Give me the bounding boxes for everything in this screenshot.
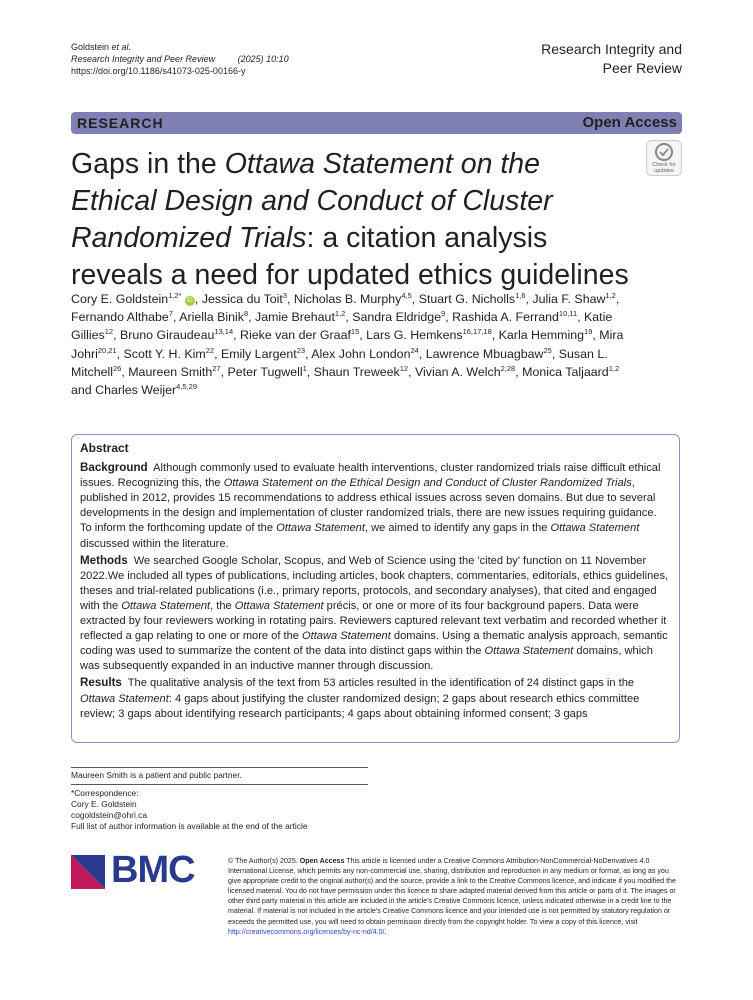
abstract-heading: Abstract: [80, 441, 129, 455]
author-name[interactable]: Sandra Eldridge: [352, 310, 442, 325]
author-affiliation: 12: [104, 327, 114, 337]
article-meta: [71, 41, 289, 77]
author-affiliation: 12: [399, 363, 409, 373]
author-affiliation: 25: [543, 345, 552, 355]
orcid-icon[interactable]: iD: [185, 296, 195, 306]
check-updates-icon: [646, 140, 682, 176]
author-name[interactable]: Peter Tugwell: [227, 364, 303, 379]
article-type: RESEARCH: [77, 115, 164, 131]
journal-citation: Research Integrity and Peer Review: [71, 54, 216, 64]
author-affiliation: 1,2: [605, 290, 616, 300]
check-for-updates-badge[interactable]: [646, 140, 682, 176]
background-segment: Although commonly used to evaluate health interventions, cluster randomized trials raise difficult ethical issues. Recognizing this, the: [80, 462, 661, 490]
author-name[interactable]: Karla Hemming: [498, 328, 585, 343]
methods-segment: Ottawa Statement: [484, 645, 574, 658]
author-name[interactable]: Rieke van der Graaf: [240, 328, 351, 343]
author-affiliation: 1,2*: [168, 290, 182, 300]
author-affiliation: 10,11: [558, 309, 578, 319]
results-segment: : 4 gaps about justifying the cluster randomized design; 2 gaps about research ethics committee review; 3 gaps about identifying research participants; 4 gaps about obtaining informed consent; 3 gaps: [80, 692, 640, 720]
methods-segment: Ottawa Statement: [121, 599, 211, 612]
journal-name-line2: Peer Review: [602, 60, 682, 76]
methods-segment: domains. Using a thematic analysis approach, semantic coding was used to summarize the content of the data into distinct gaps within the: [80, 630, 668, 658]
methods-segment: , the: [210, 599, 235, 612]
license-text: [228, 856, 682, 937]
et-al: et al.: [111, 42, 132, 52]
methods-segment: We searched Google Scholar, Scopus, and Web of Science using the 'cited by' function on 11 November 2022.We included all types of publications, including articles, book chapters, commentaries, editorials, ethics guidelines, theses and trial-related publications (i.e., primary reports, protocols, and secondary analyses), that cited and engaged with the: [80, 554, 669, 612]
footnote-rule-2: [71, 784, 368, 785]
author-name[interactable]: Ariella Binik: [179, 310, 244, 325]
author-affiliation: 24: [410, 345, 419, 355]
results-label: Results: [80, 676, 122, 690]
footnote-rule: [71, 767, 368, 768]
title-part1: Gaps in the: [71, 148, 225, 180]
background-segment: discussed within the literature.: [80, 537, 229, 550]
author-affiliation: 26: [113, 363, 122, 373]
title-part2: : a citation analysis reveals a need for updated ethics guidelines: [71, 222, 629, 291]
bmc-mark-icon: [71, 855, 105, 889]
author-name[interactable]: Vivian A. Welch: [414, 364, 501, 379]
author-affiliation: 19: [584, 327, 593, 337]
journal-name: [541, 40, 682, 78]
year-volume: (2025) 10:10: [237, 54, 289, 64]
background-segment: , we aimed to identify any gaps in the: [364, 522, 551, 535]
methods-segment: Ottawa Statement: [234, 599, 324, 612]
methods-label: Methods: [80, 553, 128, 567]
abstract-results: [80, 675, 670, 721]
license-body: This article is licensed under a Creative Commons Attribution-NonCommercial-NoDerivatives 4.0 International License, which permits any non-commercial use, sharing, distribution and reproduction in any medium or format, as long as you give appropriate credit to the original author(s) and the source, provide a link to the Creative Commons licence, and indicate if you modified the licensed material. You do not have permission under this licence to share adapted material derived from this article or parts of it. The images or other third party material in this article are included in the article's Creative Commons licence, unless indicated otherwise in a credit line to the material. If material is not included in the article's Creative Commons licence and your intended use is not permitted by statutory regulation or exceeds the permitted use, you will need to obtain permission directly from the copyright holder. To view a copy of this licence, visit: [228, 857, 676, 926]
background-segment: Ottawa Statement: [550, 522, 640, 535]
license-end: .: [384, 927, 387, 936]
check-updates-line1: Check for: [652, 162, 676, 168]
author-affiliation: 3: [282, 290, 288, 300]
background-segment: Ottawa Statement: [276, 522, 365, 535]
abstract-background: [80, 460, 670, 552]
methods-segment: précis, or one or more of its four background papers. Data were extracted by four reviewers working in rotating pairs. Reviewers captured relevant text verbatim and recorded whether it reflected a gap relating to one or more of the: [80, 599, 667, 643]
author-affiliation: 4,5: [401, 290, 412, 300]
author-list: Cory E. Goldstein$^{1,2*}$ iD , Jessica du Toit$^3$, Nicholas B. Murphy$^{4,5}$, Stuart G. Nicholls$^{1,6}$, Julia F. Shaw$^{1,2}$, Fernando Althabe$^7$, Ariella Binik$^8$, Jamie Brehaut$^{1,2}$, Sandra Eldridge$^9$, Rashida A. Ferrand$^{10,11}$, Katie Gillies$^{12}$, Bruno Giraudeau$^{13,14}$, Rieke van der Graaf$^{15}$, Lars G. Hemkens$^{16,17,18}$, Karla Hemming$^{19}$, Mira Johri$^{20,21}$, Scott Y. H. Kim$^{22}$, Emily Largent$^{23}$, Alex John London$^{24}$, Lawrence Mbuagbaw$^{25}$, Susan L. Mitchell$^{26}$, Maureen Smith$^{27}$, Peter Tugwell$^1$, Shaun Treweek$^{12}$, Vivian A. Welch$^{2,28}$, Monica Taljaard$^{1,2}$ and Charles Weijer$^{4,5,29}$: [71, 290, 624, 398]
patient-note: Maureen Smith is a patient and public partner.: [71, 770, 242, 780]
author-affiliation: 2,28: [500, 363, 516, 373]
author-affiliation: 1: [302, 363, 307, 373]
author-affiliation: 7: [168, 309, 173, 319]
author-affiliation: 1,2: [334, 309, 346, 319]
author-name[interactable]: Rashida A. Ferrand: [452, 310, 559, 325]
author-affiliation: 13,14: [214, 327, 234, 337]
license-open-access: Open Access: [299, 857, 345, 865]
corr-name: Cory E. Goldstein: [71, 799, 137, 810]
copyright: © The Author(s) 2025.: [228, 857, 300, 865]
author-name[interactable]: Alex John London: [311, 346, 411, 361]
author-name[interactable]: Cory E. Goldstein: [71, 292, 169, 306]
title-italic: Ottawa Statement on the Ethical Design and Conduct of Cluster Randomized Trials: [71, 148, 553, 254]
open-access-label: Open Access: [582, 114, 677, 131]
author-name[interactable]: Julia F. Shaw: [532, 292, 606, 306]
license-link[interactable]: http://creativecommons.org/licenses/by-nc-nd/4.0/: [228, 927, 385, 936]
author-name[interactable]: Nicholas B. Murphy: [293, 292, 402, 306]
author-name[interactable]: Katie Gillies: [71, 310, 613, 343]
abstract-methods: [80, 553, 670, 675]
author-name[interactable]: Bruno Giraudeau: [119, 328, 215, 343]
author-affiliation: 1,2: [608, 363, 620, 373]
author-affiliation: 22: [205, 345, 215, 355]
author-name[interactable]: Jamie Brehaut: [255, 310, 335, 325]
abstract-box: [71, 434, 680, 743]
author-name[interactable]: Stuart G. Nicholls: [418, 292, 516, 306]
check-updates-line2: updates: [654, 168, 674, 174]
correspondence: [71, 788, 308, 832]
author-affiliation: 8: [243, 309, 249, 319]
author-name[interactable]: Shaun Treweek: [313, 364, 400, 379]
short-author: Goldstein: [71, 42, 112, 52]
background-label: Background: [80, 461, 148, 475]
author-affiliation: 20,21: [97, 345, 117, 355]
author-name[interactable]: Emily Largent: [220, 346, 297, 361]
author-name[interactable]: Lawrence Mbuagbaw: [425, 346, 544, 361]
author-affiliation: 23: [296, 345, 306, 355]
author-name[interactable]: Charles Weijer: [95, 383, 177, 398]
author-name[interactable]: Lars G. Hemkens: [366, 328, 463, 343]
author-affiliation: 16,17,18: [462, 327, 492, 337]
author-name[interactable]: Susan L. Mitchell: [71, 346, 608, 379]
background-segment: , published in 2012, provides 15 recommendations to address ethical issues across seven domains. But due to several developments in the design and implementation of cluster randomized trials, there are new issues requiring guidance. To inform the forthcoming update of the: [80, 477, 657, 535]
author-name[interactable]: Fernando Althabe: [71, 310, 169, 325]
corr-email[interactable]: cogoldstein@ohri.ca: [71, 810, 148, 821]
author-affiliation: 15: [350, 327, 360, 337]
methods-segment: Ottawa Statement: [302, 630, 391, 643]
author-affiliation: 9: [441, 309, 446, 319]
results-segment: The qualitative analysis of the text from 53 articles resulted in the identification of 24 distinct gaps in the: [127, 677, 635, 690]
author-name[interactable]: Jessica du Toit: [201, 292, 283, 306]
author-affiliation: 4,5,29: [176, 381, 198, 391]
author-name[interactable]: Maureen Smith: [128, 364, 213, 379]
author-name[interactable]: Monica Taljaard: [522, 364, 609, 379]
article-type-banner: [71, 112, 682, 134]
results-segment: Ottawa Statement: [80, 692, 169, 705]
author-affiliation: 1,6: [515, 290, 526, 300]
corr-label: *Correspondence:: [71, 788, 139, 798]
methods-segment: domains, which was subsequently expanded in an inductive manner through discussion.: [80, 645, 653, 673]
author-affiliation: 27: [212, 363, 221, 373]
author-name[interactable]: Mira Johri: [71, 328, 624, 361]
bmc-logo: [71, 849, 211, 891]
background-segment: Ottawa Statement on the Ethical Design and Conduct of Cluster Randomized Trials: [223, 477, 632, 490]
doi-link[interactable]: https://doi.org/10.1186/s41073-025-00166-y: [71, 66, 246, 76]
affiliation-note: Full list of author information is available at the end of the article: [71, 821, 308, 832]
bmc-wordmark: BMC: [111, 849, 195, 891]
author-name[interactable]: Scott Y. H. Kim: [123, 346, 206, 361]
article-title: [71, 146, 631, 294]
journal-name-line1: Research Integrity and: [541, 41, 682, 57]
